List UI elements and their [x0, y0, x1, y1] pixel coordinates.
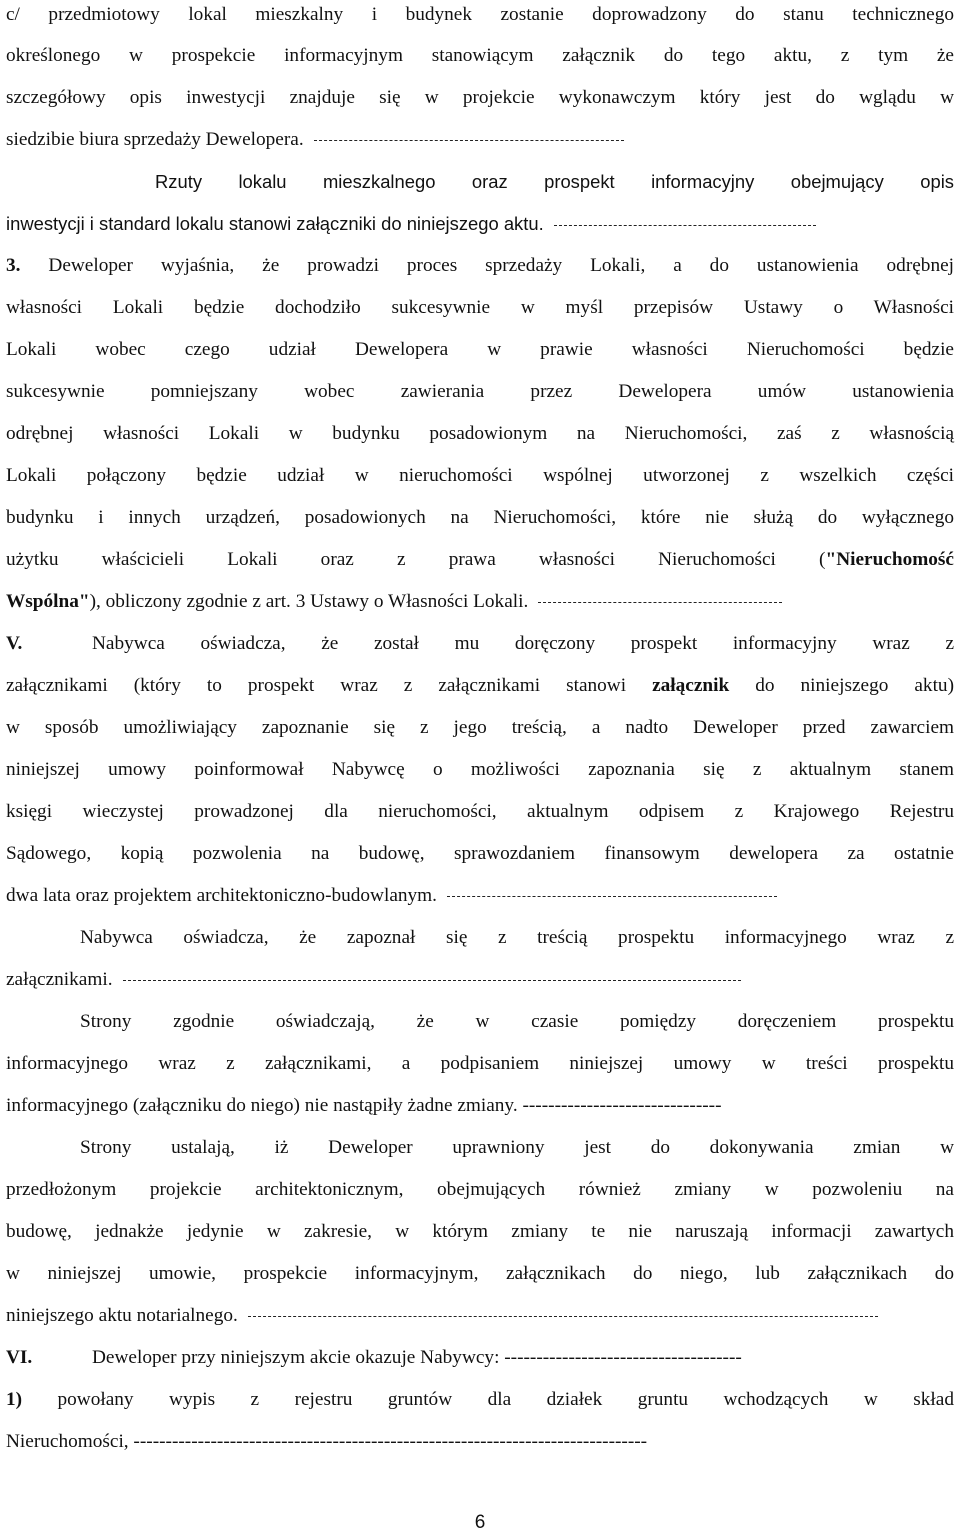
- filler-dashes: [248, 1316, 878, 1317]
- text-line: przedłożonym projekcie architektonicznym, obejmujących również zmiany w pozwoleniu na: [6, 1179, 954, 1200]
- text-line: budynku i innych urządzeń, posadowionych na Nieruchomości, które nie służą do wyłącznego: [6, 507, 954, 528]
- text-line: Strony ustalają, iż Deweloper uprawniony jest do dokonywania zmian w: [80, 1137, 954, 1158]
- filler-dashes: [538, 602, 782, 603]
- text-line: użytku właścicieli Lokali oraz z prawa własności Nieruchomości ("Nieruchomość: [6, 549, 954, 570]
- text-line: załącznikami.: [6, 970, 954, 989]
- text-line: inwestycji i standard lokalu stanowi załączniki do niniejszego aktu.: [6, 215, 954, 233]
- text-line: niniejszej umowy poinformował Nabywcę o możliwości zapoznania się z aktualnym stanem: [6, 759, 954, 780]
- section-3-line: 3. Deweloper wyjaśnia, że prowadzi proces sprzedaży Lokali, a do ustanowienia odrębnej: [6, 255, 954, 276]
- filler-dashes: [447, 896, 777, 897]
- text-line: Lokali połączony będzie udział w nieruchomości wspólnej utworzonej z wszelkich części: [6, 465, 954, 486]
- section-VI-line: VI. Deweloper przy niniejszym akcie okazuje Nabywcy: -------------------------------------: [6, 1347, 742, 1368]
- text-line: Strony zgodnie oświadczają, że w czasie pomiędzy doręczeniem prospektu: [80, 1011, 954, 1032]
- text-line: załącznikami (który to prospekt wraz z załącznikami stanowi załącznik do niniejszego aktu): [6, 675, 954, 696]
- text-line: informacyjnego (załączniku do niego) nie nastąpiły żadne zmiany. -------------------------------: [6, 1095, 722, 1116]
- item-number: 1): [6, 1389, 23, 1410]
- text-line: 1) powołany wypis z rejestru gruntów dla działek gruntu wchodzących w skład: [6, 1389, 954, 1410]
- text-line: informacyjnego wraz z załącznikami, a podpisaniem niniejszej umowy w treści prospektu: [6, 1053, 954, 1074]
- text-line: w sposób umożliwiający zapoznanie się z jego treścią, a nadto Deweloper przed zawarciem: [6, 717, 954, 738]
- text-line: Nieruchomości, --------------------------------------------------------------------------------: [6, 1431, 648, 1452]
- text-line: określonego w prospekcie informacyjnym stanowiącym załącznik do tego aktu, z tym że: [6, 45, 954, 66]
- text-line: księgi wieczystej prowadzonej dla nieruchomości, aktualnym odpisem z Krajowego Rejestru: [6, 801, 954, 822]
- text-line: odrębnej własności Lokali w budynku posadowionym na Nieruchomości, zaś z własnością: [6, 423, 954, 444]
- text-line: Nabywca oświadcza, że zapoznał się z treścią prospektu informacyjnego wraz z: [80, 927, 954, 948]
- section-number: V.: [6, 633, 23, 654]
- text-line: niniejszego aktu notarialnego.: [6, 1306, 954, 1325]
- text-line: własności Lokali będzie dochodziło sukcesywnie w myśl przepisów Ustawy o Własności: [6, 297, 954, 318]
- section-number: 3.: [6, 255, 21, 276]
- text-line: c/ przedmiotowy lokal mieszkalny i budynek zostanie doprowadzony do stanu technicznego: [6, 4, 954, 25]
- text-line: Wspólna"), obliczony zgodnie z art. 3 Ustawy o Własności Lokali.: [6, 592, 954, 611]
- text-line: budowę, jednakże jedynie w zakresie, w którym zmiany te nie naruszają informacji zawartych: [6, 1221, 954, 1242]
- filler-dashes: [123, 980, 741, 981]
- filler-dashes: [314, 140, 624, 141]
- text-line: sukcesywnie pomniejszany wobec zawierania przez Dewelopera umów ustanowienia: [6, 381, 954, 402]
- text-line: siedzibie biura sprzedaży Dewelopera.: [6, 130, 954, 149]
- text-line: w niniejszej umowie, prospekcie informacyjnym, załącznikach do niego, lub załącznikach do: [6, 1263, 954, 1284]
- page-number: 6: [474, 1512, 486, 1533]
- filler-dashes: [554, 225, 816, 226]
- text-line: Sądowego, kopią pozwolenia na budowę, sprawozdaniem finansowym dewelopera za ostatnie: [6, 843, 954, 864]
- text-line: szczegółowy opis inwestycji znajduje się w projekcie wykonawczym który jest do wglądu w: [6, 87, 954, 108]
- text-line: Lokali wobec czego udział Dewelopera w prawie własności Nieruchomości będzie: [6, 339, 954, 360]
- text-line: Rzuty lokalu mieszkalnego oraz prospekt informacyjny obejmujący opis: [155, 171, 954, 192]
- section-V-line: V. Nabywca oświadcza, że został mu doręczony prospekt informacyjny wraz z: [6, 633, 954, 654]
- section-number: VI.: [6, 1347, 33, 1368]
- text-line: dwa lata oraz projektem architektoniczno-budowlanym.: [6, 886, 954, 905]
